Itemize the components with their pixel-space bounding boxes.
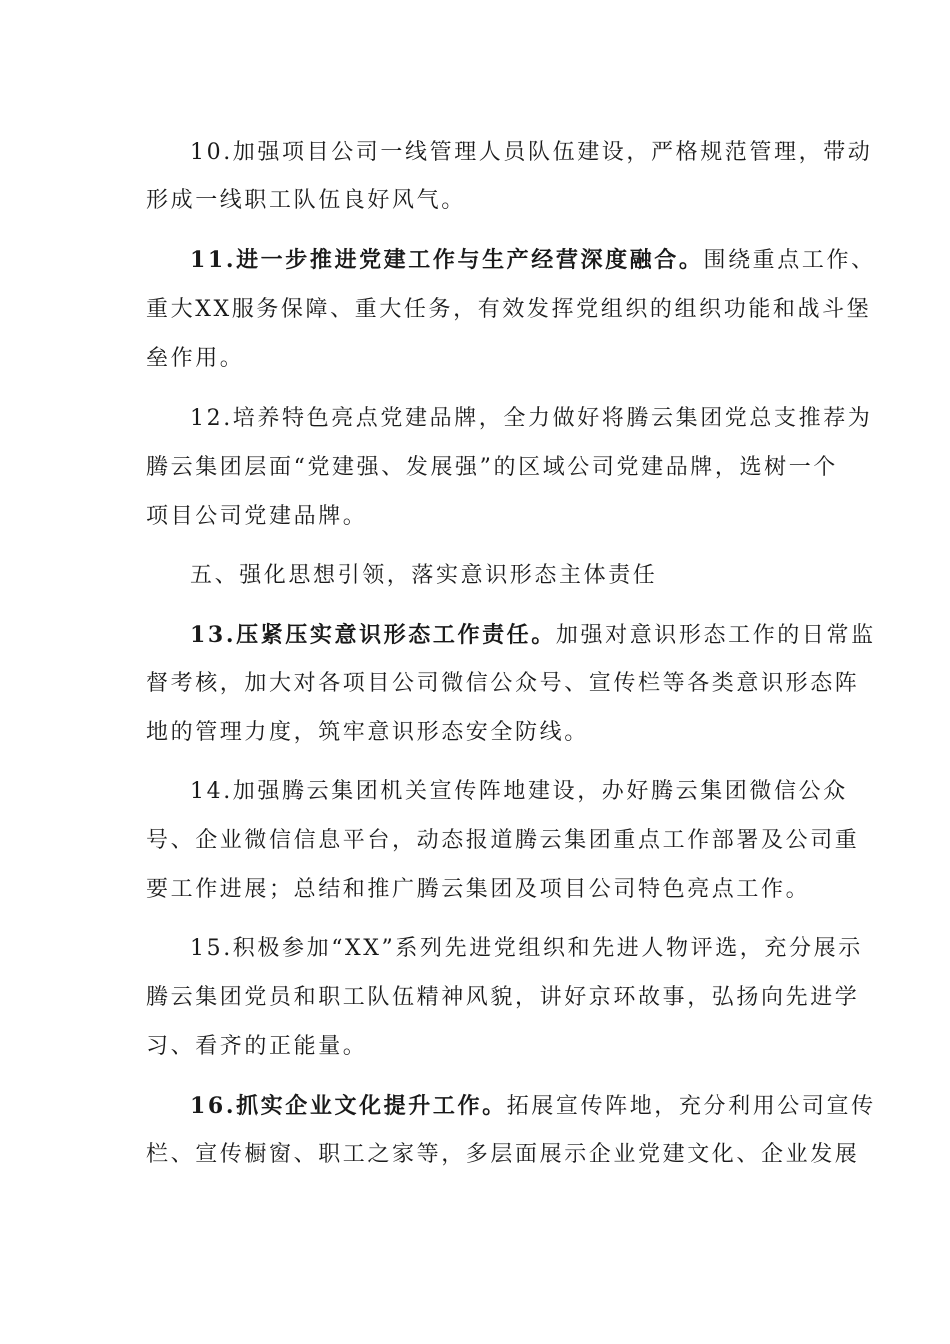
item-11-line-1	[190, 245, 876, 276]
item-11-heading: 11.进一步推进党建工作与生产经营深度融合。	[190, 247, 704, 273]
item-13-line-1	[190, 620, 876, 651]
item-12-line-3: 项目公司党建品牌。	[146, 504, 368, 529]
item-15-line-3: 习、看齐的正能量。	[146, 1034, 368, 1059]
item-15-line-2: 腾云集团党员和职工队伍精神风貌，讲好京环故事，弘扬向先进学	[146, 985, 860, 1010]
item-11-text: 围绕重点工作、	[703, 248, 876, 273]
item-11-line-2: 重大XX服务保障、重大任务，有效发挥党组织的组织功能和战斗堡	[146, 297, 872, 322]
item-16-line-1	[190, 1091, 876, 1122]
item-16-line-2: 栏、宣传橱窗、职工之家等，多层面展示企业党建文化、企业发展	[146, 1142, 860, 1167]
item-12-line-1: 12.培养特色亮点党建品牌，全力做好将腾云集团党总支推荐为	[190, 406, 873, 431]
item-14-line-1: 14.加强腾云集团机关宣传阵地建设，办好腾云集团微信公众	[190, 779, 848, 804]
item-10-line-2: 形成一线职工队伍良好风气。	[146, 188, 466, 213]
item-11-line-3: 垒作用。	[146, 346, 245, 371]
item-14-line-3: 要工作进展；总结和推广腾云集团及项目公司特色亮点工作。	[146, 877, 811, 902]
item-16-text: 拓展宣传阵地，充分利用公司宣传	[506, 1094, 876, 1119]
item-12-line-2: 腾云集团层面“党建强、发展强”的区域公司党建品牌，选树一个	[146, 455, 838, 480]
section-5-heading: 五、强化思想引领，落实意识形态主体责任	[190, 563, 658, 588]
item-10-line-1: 10.加强项目公司一线管理人员队伍建设，严格规范管理，带动	[190, 140, 873, 165]
item-13-heading: 13.压紧压实意识形态工作责任。	[190, 622, 556, 648]
item-13-line-3: 地的管理力度，筑牢意识形态安全防线。	[146, 720, 589, 745]
item-16-heading: 16.抓实企业文化提升工作。	[190, 1093, 507, 1119]
item-14-line-2: 号、企业微信信息平台，动态报道腾云集团重点工作部署及公司重	[146, 828, 860, 853]
item-13-line-2: 督考核，加大对各项目公司微信公众号、宣传栏等各类意识形态阵	[146, 671, 860, 696]
item-15-line-1: 15.积极参加“XX”系列先进党组织和先进人物评选，充分展示	[190, 936, 863, 961]
item-13-text: 加强对意识形态工作的日常监	[555, 623, 876, 648]
